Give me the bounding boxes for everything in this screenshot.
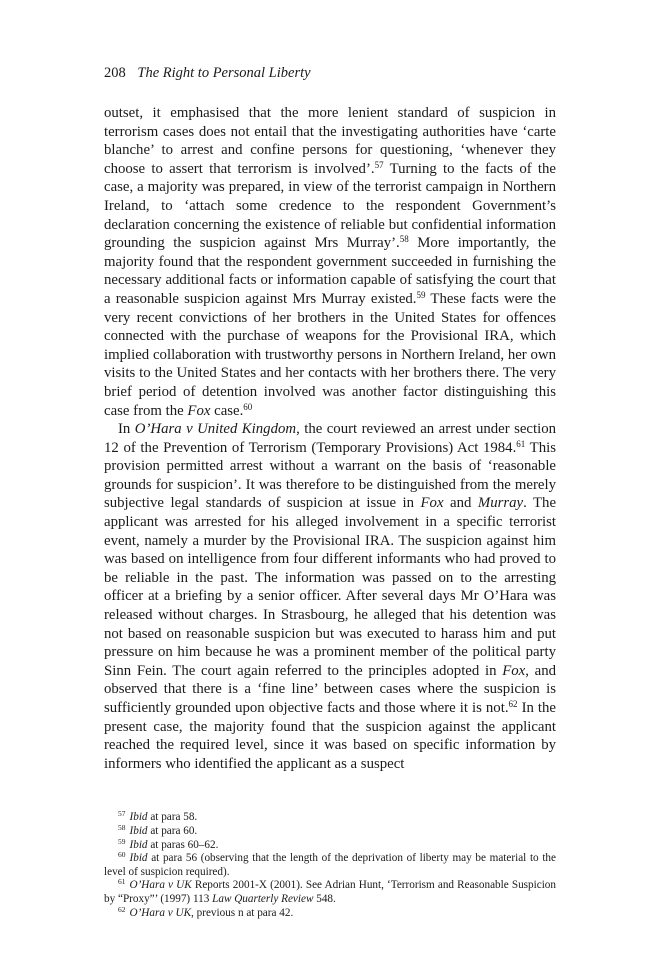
footnote-57: $^{57}$ Ibid at para 58. — [118, 809, 198, 824]
page-number: 208 — [104, 65, 126, 81]
footnote-61: $^{61}$ O’Hara v UK Reports 2001-X (2001). See Adrian Hunt, ‘Terrorism and Reasonable Suspicion by “Proxy”’ (1997) 113 Law Quarterly Review 548. — [104, 877, 556, 905]
main-text — [104, 104, 556, 773]
footnote-60: $^{60}$ Ibid at para 56 (observing that the length of the deprivation of liberty may be material to the level of suspicion required). — [104, 850, 556, 878]
footnote-ref-59: 59 — [416, 289, 426, 300]
book-page — [104, 62, 556, 920]
footnote-ref-61: 61 — [516, 438, 526, 449]
running-head — [104, 62, 556, 84]
paragraph-2: In O’Hara v United Kingdom, the court reviewed an arrest under section 12 of the Prevention of Terrorism (Temporary Provisions) Act 1984.61 This provision permitted arrest without a warrant on the basis of ‘reasonable grounds for suspicion’. It was therefore to be distinguished from the merely subjective legal standards of suspicion at issue in Fox and Murray. The applicant was arrested for his alleged involvement in a specific terrorist event, namely a murder by the Provisional IRA. The suspicion against him was based on intelligence from four different informants who had proved to be reliable in the past. The information was passed on to the arresting officer at a briefing by a senior officer. After several days Mr O’Hara was released without charges. In Strasbourg, he alleged that his detention was not based on reasonable suspicion but was executed to harass him and put pressure on him because he was a prominent member of the political party Sinn Fein. The court again referred to the principles adopted in Fox, and observed that there is a ‘fine line’ between cases where the suspicion is sufficiently grounded upon objective facts and those where it is not.$^{62}$ In the present case, the majority found that the suspicion against the applicant reached the required level, since it was based on specific information by informers who identified the applicant as a suspect — [104, 421, 557, 772]
footnote-59: $^{59}$ Ibid at paras 60–62. — [118, 836, 219, 851]
footnote-ref-60: 60 — [243, 401, 253, 412]
footnote-ref-62: 62 — [508, 699, 518, 709]
footnote-62: $^{62}$ O’Hara v UK, previous n at para 42. — [118, 904, 294, 919]
paragraph-1: outset, it emphasised that the more lenient standard of suspicion in terrorism cases does not entail that the investigating authorities have ‘carte blanche’ to arrest and confine persons for questioning, ‘whenever they choose to assert that terrorism is involved’.$^{57}$ Turning to the facts of the case, a majority was prepared, in view of the terrorist campaign in Northern Ireland, to ‘attach some credence to the respondent Government’s declaration concerning the existence of reliable but confidential information grounding the suspicion against Mrs Murray’.$^{58}$ More importantly, the majority found that the respondent government succeeded in furnishing the necessary additional facts or information capable of satisfying the court that a reasonable suspicion against Mrs Murray existed.$^{59}$ These facts were the very recent convictions of her brothers in the United States for offences connected with the purchase of weapons for the Provisional IRA, which implied collaboration with trustworthy persons in Northern Ireland, her own visits to the United States and her contacts with her brothers there. The very brief period of detention involved was another factor distinguishing this case from the Fox case.$^{60}$ — [104, 105, 556, 419]
footnote-ref-58: 58 — [399, 234, 409, 245]
footnote-ref-57: 57 — [374, 159, 384, 170]
footnotes — [104, 811, 556, 920]
running-title: The Right to Personal Liberty — [137, 65, 311, 81]
footnote-58: $^{58}$ Ibid at para 60. — [118, 822, 198, 837]
